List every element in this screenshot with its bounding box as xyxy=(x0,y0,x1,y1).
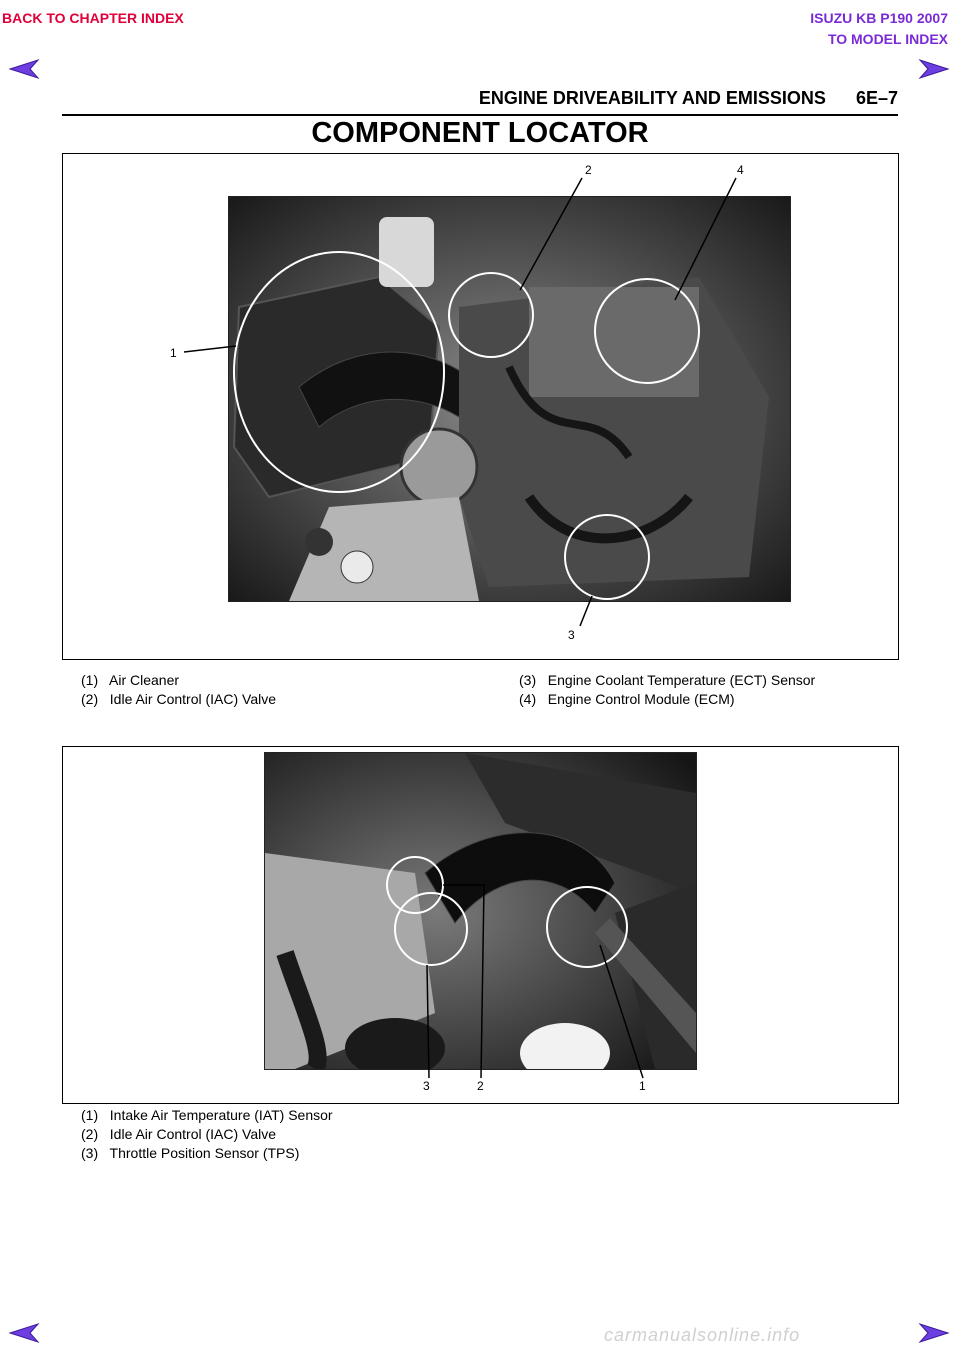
model-index-link[interactable]: TO MODEL INDEX xyxy=(827,31,948,47)
engine-bay-photo-1 xyxy=(228,196,791,602)
previous-page-arrow-icon[interactable] xyxy=(8,58,40,80)
callout-4: 4 xyxy=(737,163,744,177)
header-rule xyxy=(62,114,898,116)
callout-3: 3 xyxy=(423,1079,430,1093)
legend-item-ect-sensor: (3) Engine Coolant Temperature (ECT) Sensor xyxy=(519,672,816,688)
callout-1: 1 xyxy=(170,346,177,360)
page-title: COMPONENT LOCATOR xyxy=(311,117,649,149)
legend-item-tps: (3) Throttle Position Sensor (TPS) xyxy=(81,1145,300,1161)
watermark: carmanualsonline.info xyxy=(604,1325,801,1345)
legend-item-ecm: (4) Engine Control Module (ECM) xyxy=(519,691,735,707)
next-page-arrow-icon[interactable] xyxy=(918,1322,950,1344)
legend-item-iac-valve: (2) Idle Air Control (IAC) Valve xyxy=(81,1126,277,1142)
back-to-chapter-index-link[interactable]: BACK TO CHAPTER INDEX xyxy=(2,10,184,26)
section-header xyxy=(479,88,898,109)
previous-page-arrow-icon[interactable] xyxy=(8,1322,40,1344)
callout-1: 1 xyxy=(639,1079,646,1093)
page-number: 6E–7 xyxy=(855,88,898,108)
callout-2: 2 xyxy=(585,163,592,177)
legend-item-iac-valve: (2) Idle Air Control (IAC) Valve xyxy=(81,691,277,707)
callout-2: 2 xyxy=(477,1079,484,1093)
legend-item-air-cleaner: (1) Air Cleaner xyxy=(81,672,180,688)
model-title-link[interactable]: ISUZU KB P190 2007 xyxy=(810,10,948,26)
callout-3: 3 xyxy=(568,628,575,642)
section-title: ENGINE DRIVEABILITY AND EMISSIONS xyxy=(478,88,826,108)
legend-item-iat-sensor: (1) Intake Air Temperature (IAT) Sensor xyxy=(81,1107,333,1123)
next-page-arrow-icon[interactable] xyxy=(918,58,950,80)
engine-bay-photo-2 xyxy=(264,752,697,1070)
